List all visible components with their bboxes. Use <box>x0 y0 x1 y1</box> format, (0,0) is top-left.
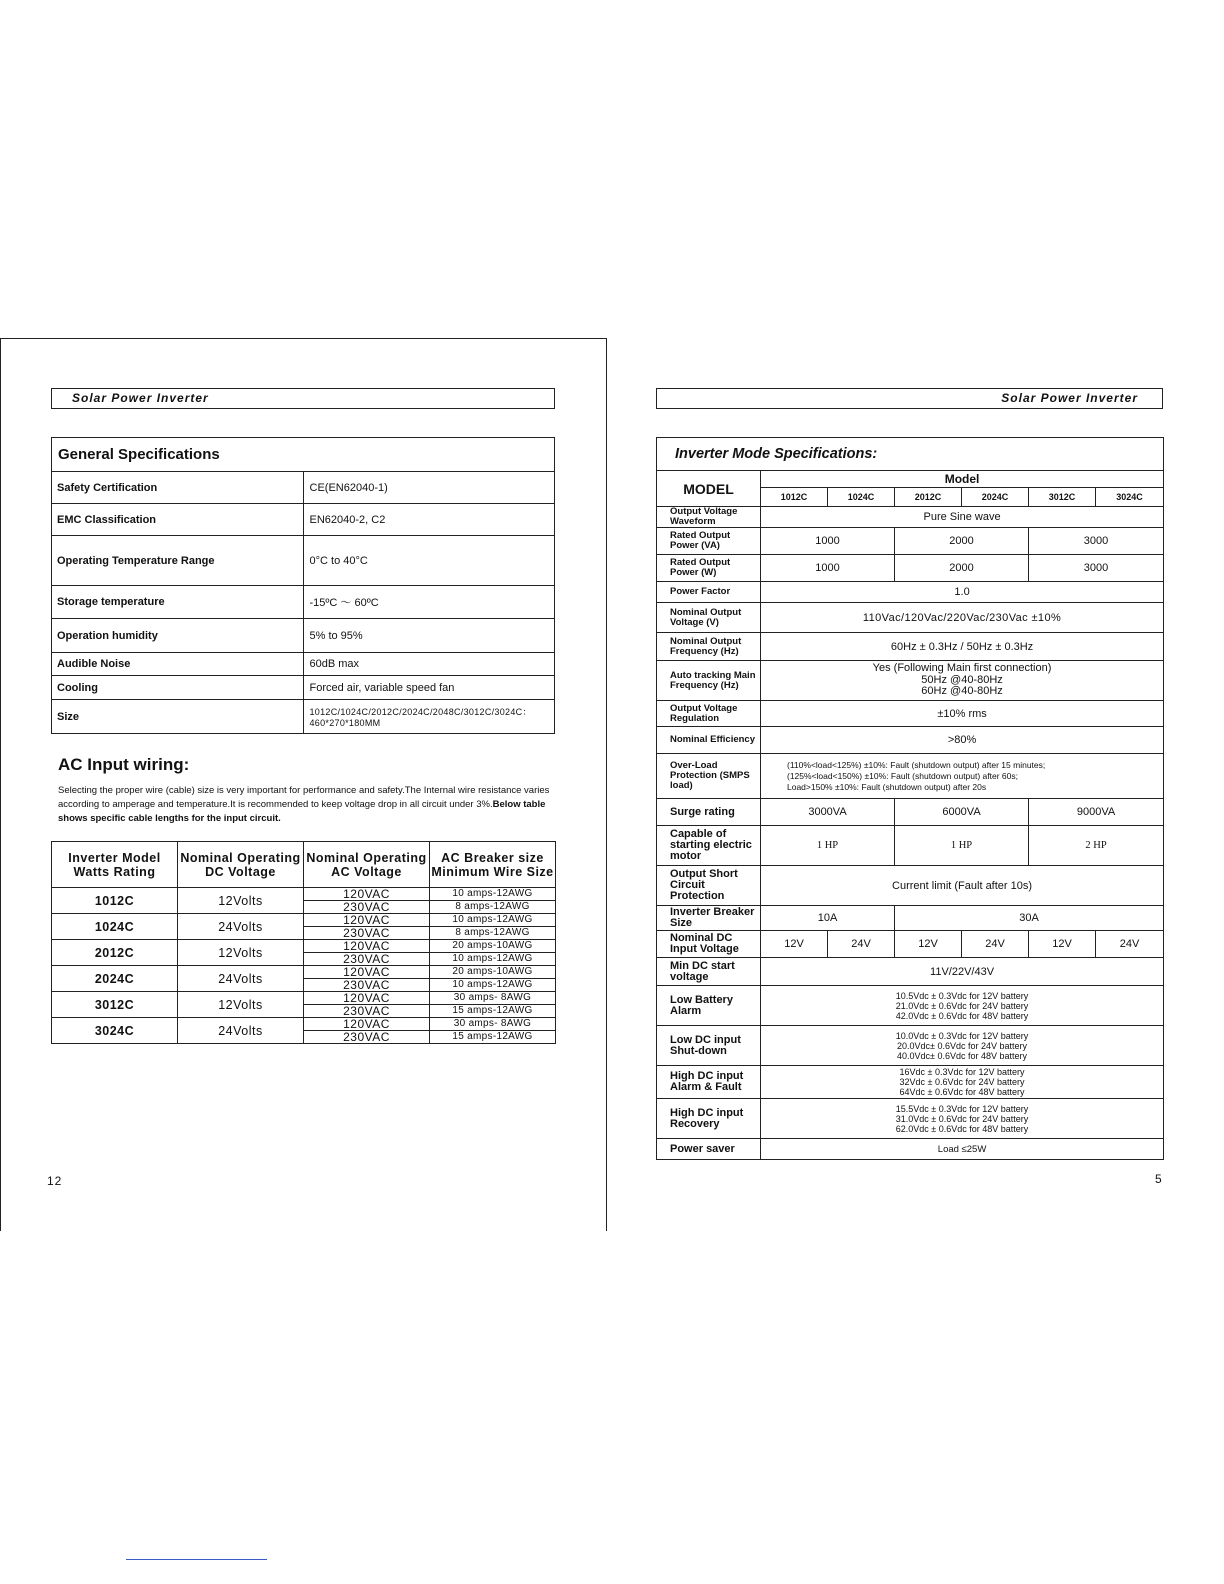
spec-label: Output Voltage Regulation <box>657 701 761 727</box>
spec-value: 3000 <box>1029 528 1164 555</box>
spec-label: Inverter Breaker Size <box>657 906 761 931</box>
auto-track-line: 60Hz @40-80Hz <box>921 685 1003 698</box>
spec-value: 60dB max <box>303 653 555 676</box>
ac-input-desc-bold: Below table shows specific cable lengths for the input circuit. <box>58 799 546 824</box>
spec-value: 0°C to 40°C <box>303 536 555 586</box>
ac-row-ac: 120VAC <box>304 914 430 927</box>
ac-row-model: 3012C <box>52 992 178 1018</box>
spec-value: Forced air, variable speed fan <box>303 676 555 700</box>
ac-row-breaker: 10 amps-12AWG <box>430 953 556 966</box>
spec-label: Power Factor <box>657 582 761 603</box>
spec-value: ±10% rms <box>761 701 1164 727</box>
spec-label: Storage temperature <box>52 586 304 619</box>
auto-track-line: 50Hz @40-80Hz <box>921 673 1003 686</box>
ac-row-ac: 120VAC <box>304 888 430 901</box>
spec-label: Audible Noise <box>52 653 304 676</box>
model-label: MODEL <box>657 471 761 507</box>
ac-row-breaker: 15 amps-12AWG <box>430 1031 556 1044</box>
ac-header-ac: Nominal Operating AC Voltage <box>304 842 430 888</box>
ac-row-model: 1012C <box>52 888 178 914</box>
ac-row-dc: 24Volts <box>178 966 304 992</box>
spec-value: 110Vac/120Vac/220Vac/230Vac ±10% <box>761 603 1164 633</box>
spec-value: Current limit (Fault after 10s) <box>761 866 1164 906</box>
ac-row-dc: 24Volts <box>178 1018 304 1044</box>
overload-line: Load>150% ±10%: Fault (shutdown output) after 20s <box>787 781 987 792</box>
spec-label: Rated Output Power (VA) <box>657 528 761 555</box>
auto-track-line: Yes (Following Main first connection) <box>872 662 1052 675</box>
ac-row-model: 2024C <box>52 966 178 992</box>
link-underline-decoration <box>126 1559 267 1560</box>
ac-row-model: 1024C <box>52 914 178 940</box>
spec-value: 3000VA <box>761 799 895 826</box>
ac-row-dc: 24Volts <box>178 914 304 940</box>
spec-value: 3000 <box>1029 555 1164 582</box>
ac-input-desc-text: Selecting the proper wire (cable) size is very important for performance and safety.The Internal wire resistance varies according to amperage and temperature.It is recommended to keep voltage drop in all circuit under 3%. <box>58 785 550 810</box>
spec-value <box>761 661 1164 701</box>
spec-label: High DC input Recovery <box>657 1099 761 1139</box>
ac-row-ac: 120VAC <box>304 940 430 953</box>
ac-row-ac: 230VAC <box>304 901 430 914</box>
ac-row-breaker: 15 amps-12AWG <box>430 1005 556 1018</box>
spec-value: 1000 <box>761 528 895 555</box>
inverter-mode-specs-table <box>656 437 1164 1160</box>
low-dc-line: 20.0Vdc± 0.6Vdc for 24V battery <box>897 1040 1028 1051</box>
spec-value: 12V <box>895 931 962 958</box>
spec-value: 24V <box>828 931 895 958</box>
ac-row-dc: 12Volts <box>178 992 304 1018</box>
ac-row-dc: 12Volts <box>178 940 304 966</box>
ac-row-ac: 120VAC <box>304 1018 430 1031</box>
spec-value: Load ≤25W <box>761 1139 1164 1160</box>
low-battery-line: 42.0Vdc ± 0.6Vdc for 48V battery <box>895 1010 1029 1021</box>
ac-row-breaker: 8 amps-12AWG <box>430 927 556 940</box>
low-battery-line: 21.0Vdc ± 0.6Vdc for 24V battery <box>895 1000 1029 1011</box>
spec-value: >80% <box>761 727 1164 754</box>
ac-row-breaker: 30 amps- 8AWG <box>430 992 556 1005</box>
model-header: 3012C <box>1029 488 1096 507</box>
model-header: 3024C <box>1096 488 1164 507</box>
left-page-number: 12 <box>47 1174 63 1188</box>
overload-line: (125%<load<150%) ±10%: Fault (shutdown output) after 60s; <box>787 770 1018 781</box>
left-page-header: Solar Power Inverter <box>51 388 555 409</box>
high-recovery-line: 15.5Vdc ± 0.3Vdc for 12V battery <box>895 1103 1029 1114</box>
low-battery-line: 10.5Vdc ± 0.3Vdc for 12V battery <box>895 990 1029 1001</box>
spec-value <box>761 754 1164 799</box>
spec-label: Low Battery Alarm <box>657 986 761 1026</box>
model-header: 2024C <box>962 488 1029 507</box>
high-recovery-line: 62.0Vdc ± 0.6Vdc for 48V battery <box>895 1123 1029 1134</box>
spec-value: 12V <box>761 931 828 958</box>
spec-value: 2000 <box>895 528 1029 555</box>
spec-label: Nominal Efficiency <box>657 727 761 754</box>
spec-label: Safety Certification <box>52 472 304 504</box>
ac-input-title: AC Input wiring: <box>58 755 190 774</box>
spec-label: Output Short Circuit Protection <box>657 866 761 906</box>
spec-value <box>761 1066 1164 1099</box>
spec-label: High DC input Alarm & Fault <box>657 1066 761 1099</box>
spec-value: 2 HP <box>1029 826 1164 866</box>
inverter-specs-title: Inverter Mode Specifications: <box>657 438 1164 471</box>
spec-label: Nominal DC Input Voltage <box>657 931 761 958</box>
spec-label: Rated Output Power (W) <box>657 555 761 582</box>
spec-label: Low DC input Shut-down <box>657 1026 761 1066</box>
spec-value: 24V <box>1096 931 1164 958</box>
spec-value: 60Hz ± 0.3Hz / 50Hz ± 0.3Hz <box>761 633 1164 661</box>
spec-value: 10A <box>761 906 895 931</box>
ac-header-dc: Nominal Operating DC Voltage <box>178 842 304 888</box>
ac-row-breaker: 10 amps-12AWG <box>430 979 556 992</box>
ac-row-breaker: 20 amps-10AWG <box>430 940 556 953</box>
low-dc-line: 10.0Vdc ± 0.3Vdc for 12V battery <box>895 1030 1029 1041</box>
general-specs-table <box>51 437 555 734</box>
spec-value: 6000VA <box>895 799 1029 826</box>
spec-label: Size <box>52 700 304 734</box>
ac-header-breaker: AC Breaker size Minimum Wire Size <box>430 842 556 888</box>
model-header: 2012C <box>895 488 962 507</box>
ac-row-ac: 120VAC <box>304 992 430 1005</box>
spec-value: 30A <box>895 906 1164 931</box>
overload-line: (110%<load<125%) ±10%: Fault (shutdown output) after 15 minutes; <box>787 759 1046 770</box>
spec-label: Operating Temperature Range <box>52 536 304 586</box>
spec-value: 5% to 95% <box>303 619 555 653</box>
ac-row-ac: 120VAC <box>304 966 430 979</box>
ac-row-model: 2012C <box>52 940 178 966</box>
spec-label: Capable of starting electric motor <box>657 826 761 866</box>
spec-value: 24V <box>962 931 1029 958</box>
right-page-header: Solar Power Inverter <box>656 388 1163 409</box>
spec-value: 12V <box>1029 931 1096 958</box>
ac-row-ac: 230VAC <box>304 953 430 966</box>
spec-label: Output Voltage Waveform <box>657 507 761 528</box>
ac-row-ac: 230VAC <box>304 979 430 992</box>
high-recovery-line: 31.0Vdc ± 0.6Vdc for 24V battery <box>895 1113 1029 1124</box>
spec-value: EN62040-2, C2 <box>303 504 555 536</box>
ac-row-breaker: 8 amps-12AWG <box>430 901 556 914</box>
spec-label: Auto tracking Main Frequency (Hz) <box>657 661 761 701</box>
spec-value: 11V/22V/43V <box>761 958 1164 986</box>
model-header: 1012C <box>761 488 828 507</box>
ac-row-dc: 12Volts <box>178 888 304 914</box>
spec-value: Pure Sine wave <box>761 507 1164 528</box>
ac-row-ac: 230VAC <box>304 927 430 940</box>
ac-row-ac: 230VAC <box>304 1031 430 1044</box>
model-header: 1024C <box>828 488 895 507</box>
spec-label: Over-Load Protection (SMPS load) <box>657 754 761 799</box>
spec-label: Nominal Output Voltage (V) <box>657 603 761 633</box>
spec-value: -15ºC ～ 60ºC <box>303 586 555 619</box>
ac-row-breaker: 30 amps- 8AWG <box>430 1018 556 1031</box>
spec-value: 1012C/1024C/2012C/2024C/2048C/3012C/3024C：460*270*180MM <box>303 700 555 734</box>
ac-row-ac: 230VAC <box>304 1005 430 1018</box>
general-specs-title: General Specifications <box>52 438 555 472</box>
spec-value: 2000 <box>895 555 1029 582</box>
spec-label: Surge rating <box>657 799 761 826</box>
spec-value: 1000 <box>761 555 895 582</box>
spec-value <box>761 1099 1164 1139</box>
ac-header-model: Inverter Model Watts Rating <box>52 842 178 888</box>
low-dc-line: 40.0Vdc± 0.6Vdc for 48V battery <box>897 1050 1028 1061</box>
high-dc-line: 16Vdc ± 0.3Vdc for 12V battery <box>899 1067 1025 1077</box>
ac-input-description <box>58 784 554 826</box>
spec-label: Nominal Output Frequency (Hz) <box>657 633 761 661</box>
ac-input-table <box>51 841 556 1044</box>
spec-value: 9000VA <box>1029 799 1164 826</box>
spec-value <box>761 1026 1164 1066</box>
high-dc-line: 32Vdc ± 0.6Vdc for 24V battery <box>899 1077 1025 1087</box>
spec-value <box>761 986 1164 1026</box>
spec-label: Min DC start voltage <box>657 958 761 986</box>
spec-label: Operation humidity <box>52 619 304 653</box>
left-page-edge <box>0 338 1 1231</box>
right-page-number: 5 <box>1155 1172 1163 1186</box>
ac-row-model: 3024C <box>52 1018 178 1044</box>
spec-value: 1.0 <box>761 582 1164 603</box>
ac-row-breaker: 10 amps-12AWG <box>430 914 556 927</box>
spec-label: Cooling <box>52 676 304 700</box>
ac-row-breaker: 20 amps-10AWG <box>430 966 556 979</box>
spec-label: Power saver <box>657 1139 761 1160</box>
ac-row-breaker: 10 amps-12AWG <box>430 888 556 901</box>
spec-value: CE(EN62040-1) <box>303 472 555 504</box>
high-dc-line: 64Vdc ± 0.6Vdc for 48V battery <box>899 1087 1025 1097</box>
model-group-label: Model <box>761 471 1164 488</box>
spec-value: 1 HP <box>895 826 1029 866</box>
spec-value: 1 HP <box>761 826 895 866</box>
spec-label: EMC Classification <box>52 504 304 536</box>
